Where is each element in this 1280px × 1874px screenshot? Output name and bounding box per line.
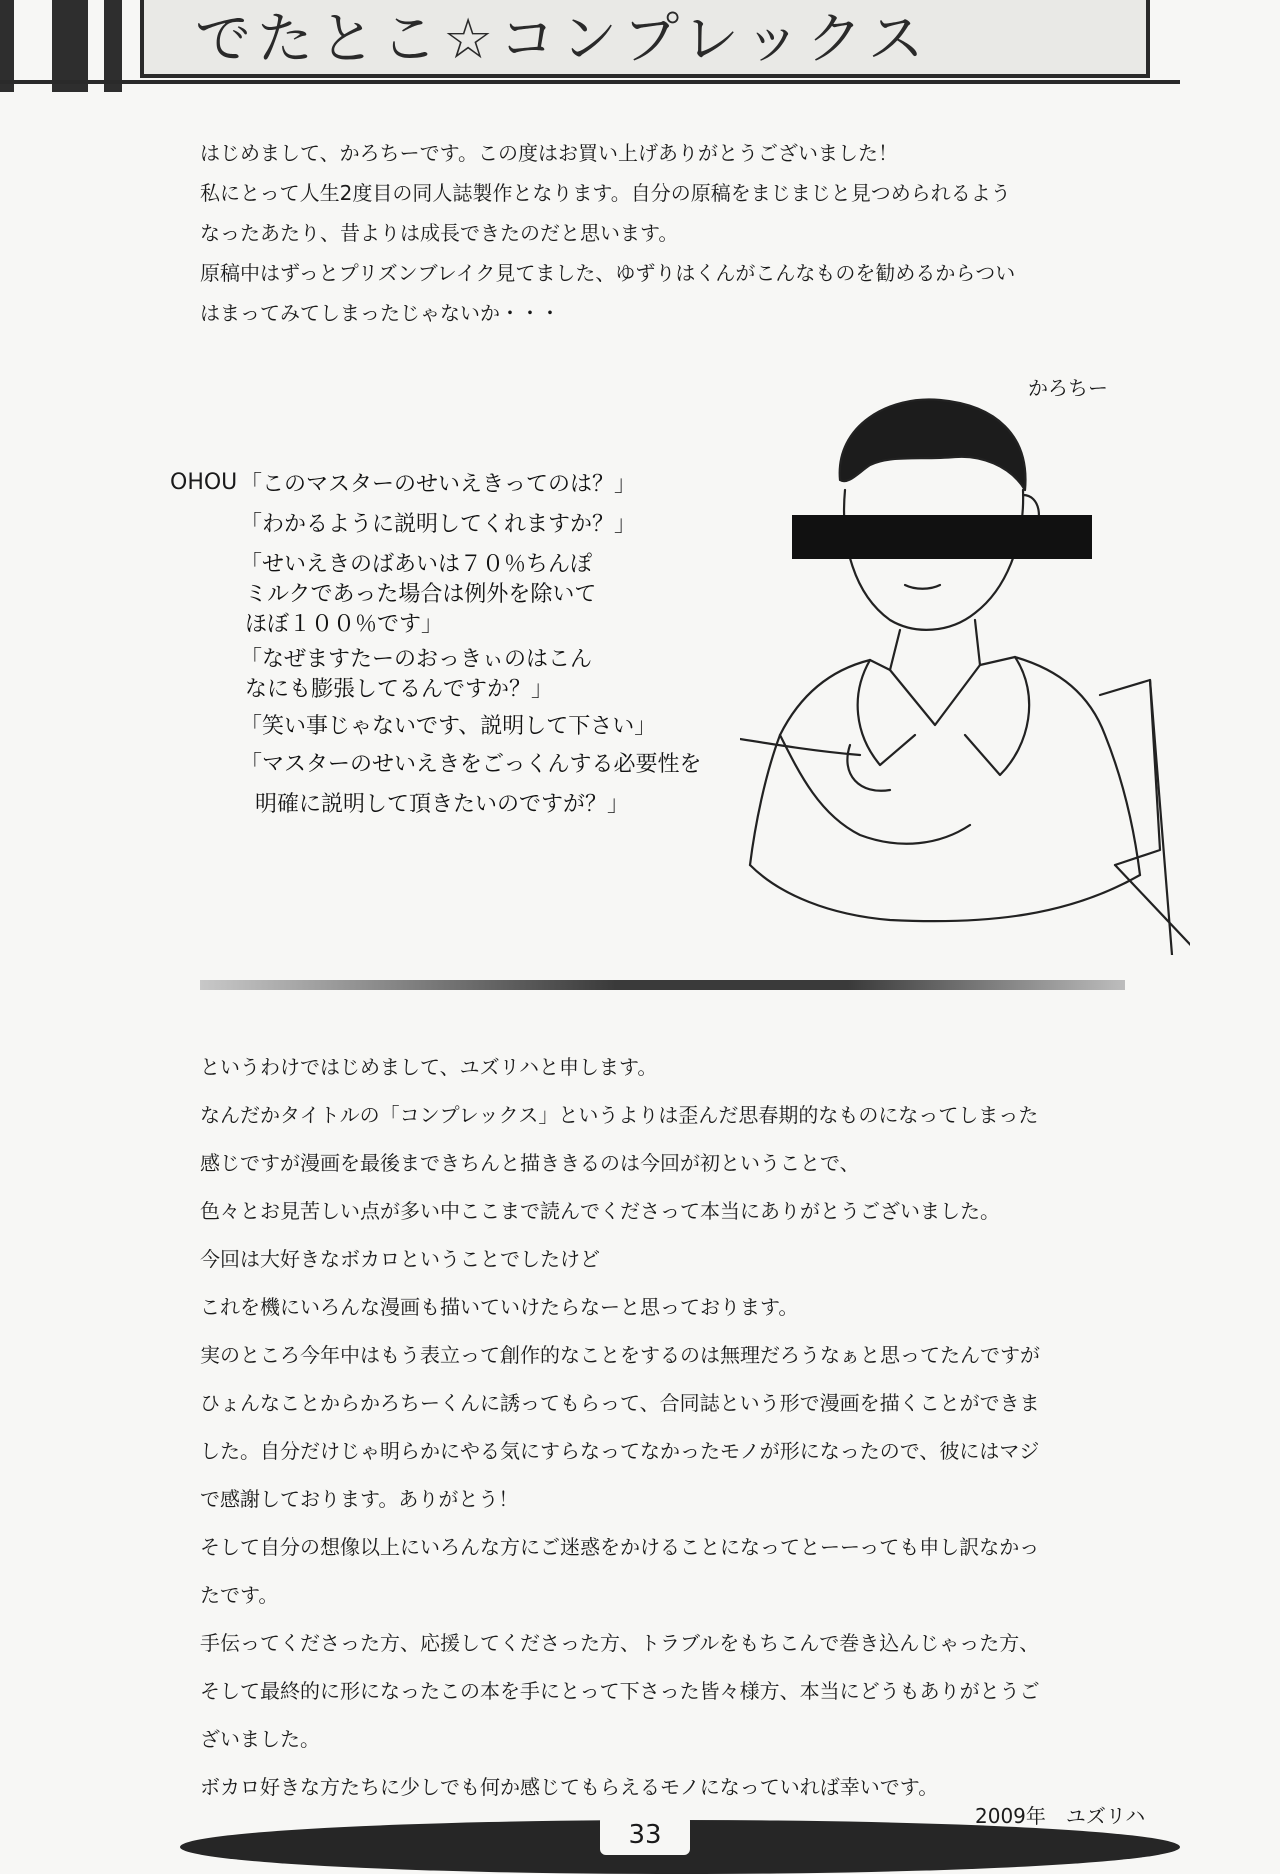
outro-line: というわけではじめまして、ユズリハと申します。 — [200, 1055, 658, 1079]
intro-line: なったあたり、昔よりは成長できたのだと思います。 — [200, 221, 679, 245]
outro-line: 感じですが漫画を最後まできちんと描ききるのは今回が初ということで、 — [200, 1151, 860, 1175]
intro-line: 私にとって人生2度目の同人誌製作となります。自分の原稿をまじまじと見つめられるよう — [200, 181, 1011, 205]
outro-line: 色々とお見苦しい点が多い中ここまで読んでくださって本当にありがとうございました。 — [200, 1199, 1000, 1223]
dialogue-line: なにも膨張してるんですか？」 — [245, 677, 554, 702]
dialogue-line: 「笑い事じゃないです、説明して下さい」 — [240, 714, 657, 739]
outro-line: ボカロ好きな方たちに少しでも何か感じてもらえるモノになっていれば幸いです。 — [200, 1775, 939, 1799]
page-title: でたとこ☆コンプレックス — [195, 7, 930, 72]
outro-line: ひょんなことからかろちーくんに誘ってもらって、合同誌という形で漫画を描くことができま — [200, 1391, 1040, 1415]
header-deco-bar — [52, 0, 88, 92]
dialogue-line: ほぼ１００％です」 — [245, 612, 444, 637]
outro-line: そして最終的に形になったこの本を手にとって下さった皆々様方、本当にどうもありがとうご — [200, 1679, 1040, 1703]
header — [0, 0, 1280, 80]
dialogue-speaker: OHOU — [170, 470, 238, 495]
outro-line: たです。 — [200, 1583, 279, 1607]
censor-bar — [792, 515, 1092, 559]
outro-line: 手伝ってくださった方、応援してくださった方、トラブルをもちこんで巻き込んじゃった方、 — [200, 1631, 1040, 1655]
dialogue-line: 「なぜますたーのおっきぃのはこん — [240, 647, 593, 672]
dialogue-line: 「このマスターのせいえきってのは？」 — [240, 472, 637, 497]
dialogue-line: 「マスターのせいえきをごっくんする必要性を — [240, 752, 702, 777]
header-rule — [0, 80, 1180, 84]
header-deco-bar — [104, 0, 122, 92]
dialogue-line: 「せいえきのばあいは７０％ちんぽ — [240, 552, 593, 577]
dialogue-line: ミルクであった場合は例外を除いて — [245, 582, 597, 607]
intro-line: はじめまして、かろちーです。この度はお買い上げありがとうございました！ — [200, 141, 898, 165]
intro-line: はまってみてしまったじゃないか・・・ — [200, 301, 560, 325]
intro-signature: かろちー — [1028, 376, 1108, 400]
outro-line: 今回は大好きなボカロということでしたけど — [200, 1247, 600, 1271]
outro-signature: 2009年 ユズリハ — [975, 1804, 1146, 1828]
outro-line: そして自分の想像以上にいろんな方にご迷惑をかけることになってとーーっても申し訳なかっ — [200, 1535, 1040, 1559]
page-number: 33 — [600, 1815, 690, 1855]
outro-line: した。自分だけじゃ明らかにやる気にすらなってなかったモノが形になったので、彼にはマジ — [200, 1439, 1040, 1463]
intro-line: 原稿中はずっとプリズンブレイク見てました、ゆずりはくんがこんなものを勧めるからつい — [200, 261, 1016, 285]
outro-line: なんだかタイトルの「コンプレックス」というよりは歪んだ思春期的なものになってしまった — [200, 1103, 1039, 1127]
header-deco-bar — [0, 0, 14, 92]
dialogue-line: 明確に説明して頂きたいのですが？」 — [255, 792, 630, 817]
outro-line: ざいました。 — [200, 1727, 320, 1751]
outro-line: で感謝しております。ありがとう！ — [200, 1487, 519, 1511]
dialogue-line: 「わかるように説明してくれますか？」 — [240, 512, 637, 537]
illustration-figure — [740, 395, 1190, 955]
section-divider — [200, 980, 1125, 990]
outro-line: これを機にいろんな漫画も描いていけたらなーと思っております。 — [200, 1295, 799, 1319]
outro-line: 実のところ今年中はもう表立って創作的なことをするのは無理だろうなぁと思ってたんですが — [200, 1343, 1040, 1367]
